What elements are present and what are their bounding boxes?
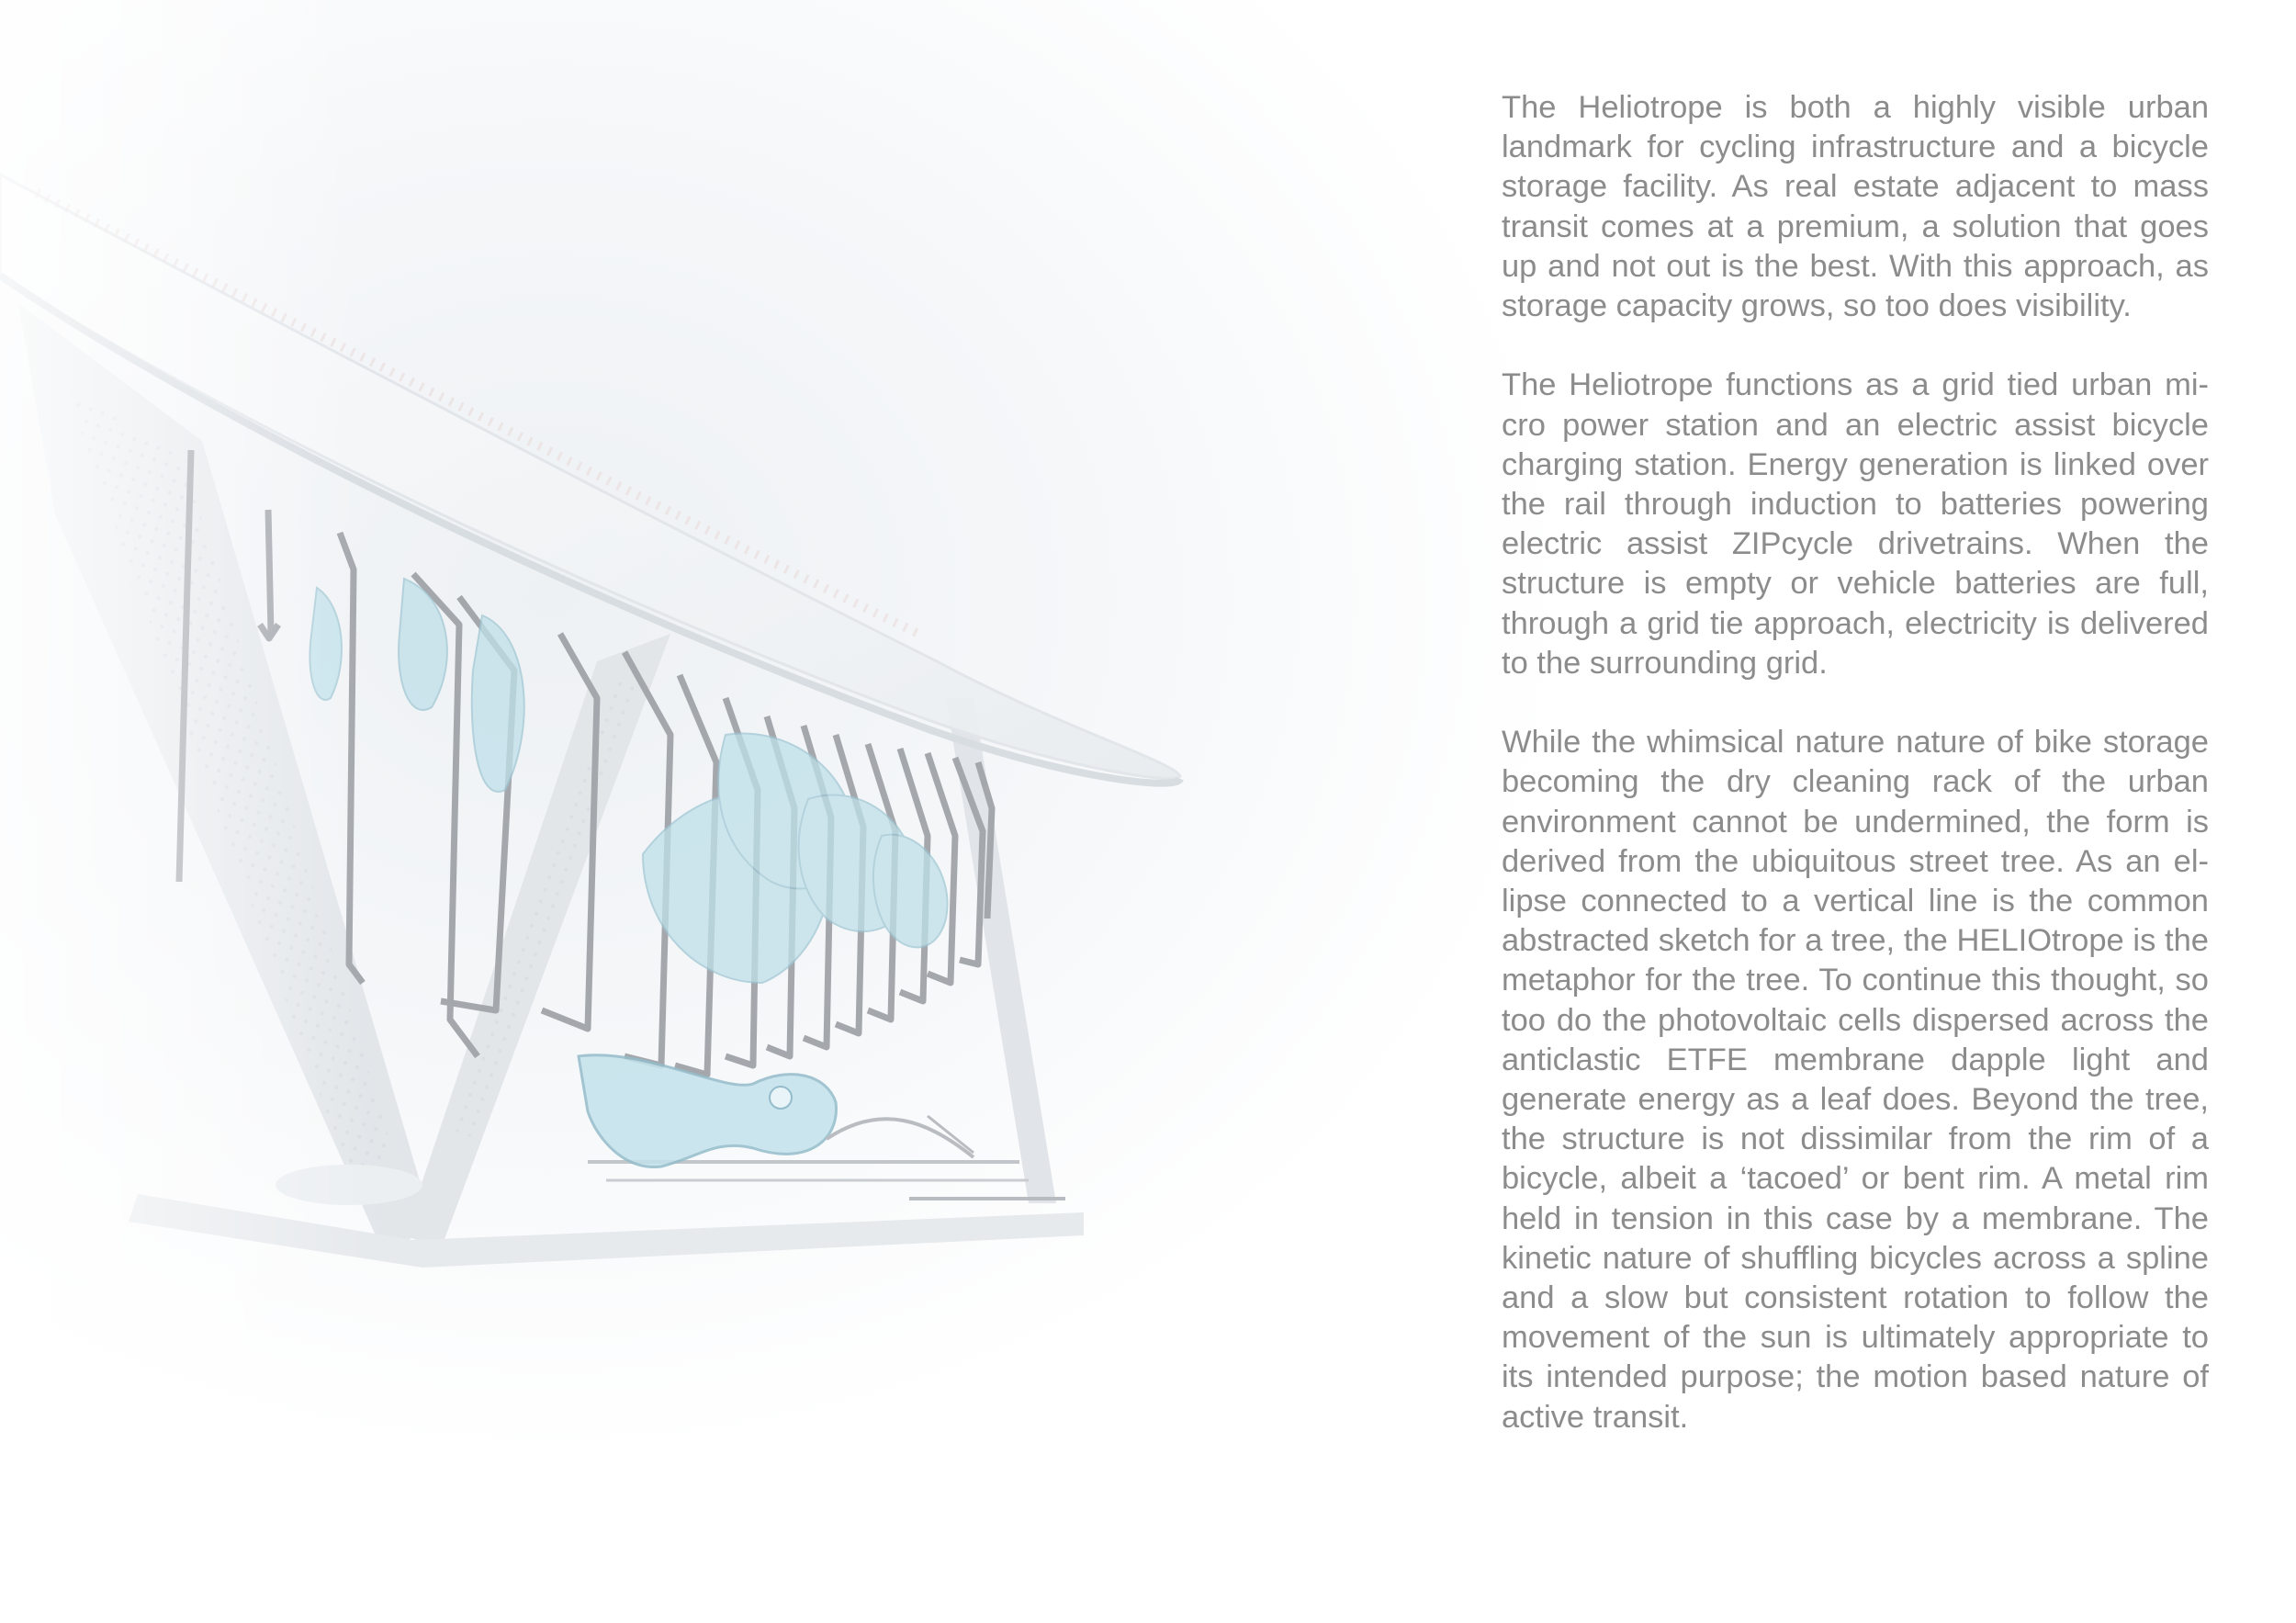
description-text — [1502, 88, 2209, 1437]
paragraph-energy: The Heliotrope functions as a grid tied urban micro power station and an electric assist bicycle charging station. Energy generation is linked over the rail through induction to batteries powering electric assist ZIPcycle drivetrains. When the structure is empty or vehicle batteries are full, through a grid tie approach, electricity is delivered to the surrounding grid. — [1502, 367, 2209, 681]
paragraph-intro: The Heliotrope is both a highly visible urban landmark for cycling infrastructure and a bicycle storage facility. As real estate adjacent to mass transit comes at a premium, a solution that goes up and not out is the best. With this approach, as storage capacity grows, so too does visibility. — [1502, 90, 2209, 324]
paragraph-form: While the whimsical nature nature of bike storage becoming the dry cleaning rack of the urban environment cannot be undermined, the form is derived from the ubiquitous street tree. As an ellipse connected to a vertical line is the common abstracted sketch for a tree, the HELIOtrope is the metaphor for the tree. To continue this thought, so too do the photovoltaic cells dispersed across the anticlastic ETFE membrane dapple light and generate energy as a leaf does. Beyond the tree, the structure is not dissimilar from the rim of a bicycle, albeit a ‘tacoed’ or bent rim. A metal rim held in tension in this case by a membrane. The kinetic nature of shuffling bicycles across a spline and a slow but consistent rotation to follow the movement of the sun is ultimately appropriate to its intended purpose; the motion based nature of active transit. — [1502, 725, 2209, 1435]
